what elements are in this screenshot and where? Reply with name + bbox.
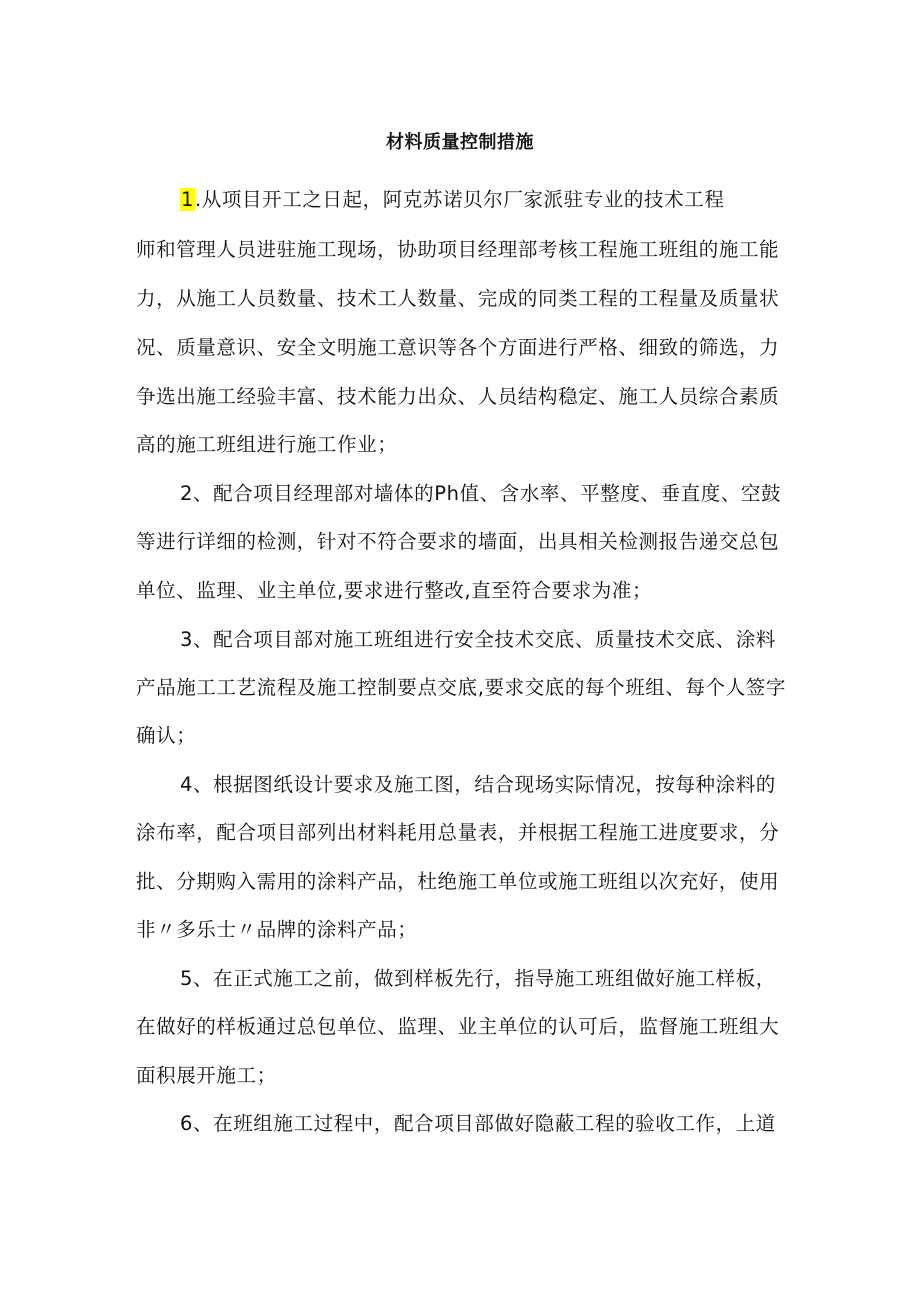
paragraph-2-line-1: 2、配合项目经理部对墙体的Ph值、含水率、平整度、垂直度、空鼓: [180, 482, 782, 505]
paragraph-1-line-4: 况、质量意识、安全文明施工意识等各个方面进行严格、细致的筛选，力: [136, 336, 780, 359]
paragraph-1-line-5: 争选出施工经验丰富、技术能力出众、人员结构稳定、施工人员综合素质: [136, 385, 780, 408]
paragraph-4-line-1: 4、根据图纸设计要求及施工图，结合现场实际情况，按每种涂料的: [180, 773, 776, 796]
paragraph-1-line-1-text: .从项目开工之日起，阿克苏诺贝尔厂家派驻专业的技术工程: [195, 188, 725, 211]
paragraph-1-line-1: [180, 186, 724, 214]
paragraph-2-line-3: 单位、监理、业主单位,要求进行整改,直至符合要求为准；: [136, 579, 653, 602]
paragraph-4-line-2: 涂布率，配合项目部列出材料耗用总量表，并根据工程施工进度要求，分: [136, 821, 780, 844]
highlighted-list-number: 1: [181, 188, 195, 211]
paragraph-2-line-2: 等进行详细的检测，针对不符合要求的墙面，出具相关检测报告递交总包: [136, 530, 780, 553]
paragraph-3-line-2: 产品施工工艺流程及施工控制要点交底,要求交底的每个班组、每个人签字: [136, 676, 786, 699]
paragraph-5-line-1: 5、在正式施工之前，做到样板先行，指导施工班组做好施工样板，: [180, 967, 776, 990]
paragraph-3-line-3: 确认；: [136, 724, 197, 747]
paragraph-4-line-3: 批、分期购入需用的涂料产品，杜绝施工单位或施工班组以次充好，使用: [136, 870, 780, 893]
paragraph-4-line-4: 非〃多乐士〃品牌的涂料产品；: [136, 918, 418, 941]
paragraph-1-line-2: 师和管理人员进驻施工现场，协助项目经理部考核工程施工班组的施工能: [136, 238, 780, 261]
paragraph-5-line-2: 在做好的样板通过总包单位、监理、业主单位的认可后，监督施工班组大: [136, 1015, 780, 1038]
paragraph-3-line-1: 3、配合项目部对施工班组进行安全技术交底、质量技术交底、涂料: [180, 628, 776, 651]
paragraph-6-line-1: 6、在班组施工过程中，配合项目部做好隐蔽工程的验收工作，上道: [180, 1112, 776, 1135]
paragraph-1-line-3: 力，从施工人员数量、技术工人数量、完成的同类工程的工程量及质量状: [136, 287, 780, 310]
document-title: 材料质量控制措施: [386, 132, 534, 153]
paragraph-1-line-6: 高的施工班组进行施工作业；: [136, 433, 398, 456]
paragraph-5-line-3: 面积展开施工；: [136, 1064, 277, 1087]
